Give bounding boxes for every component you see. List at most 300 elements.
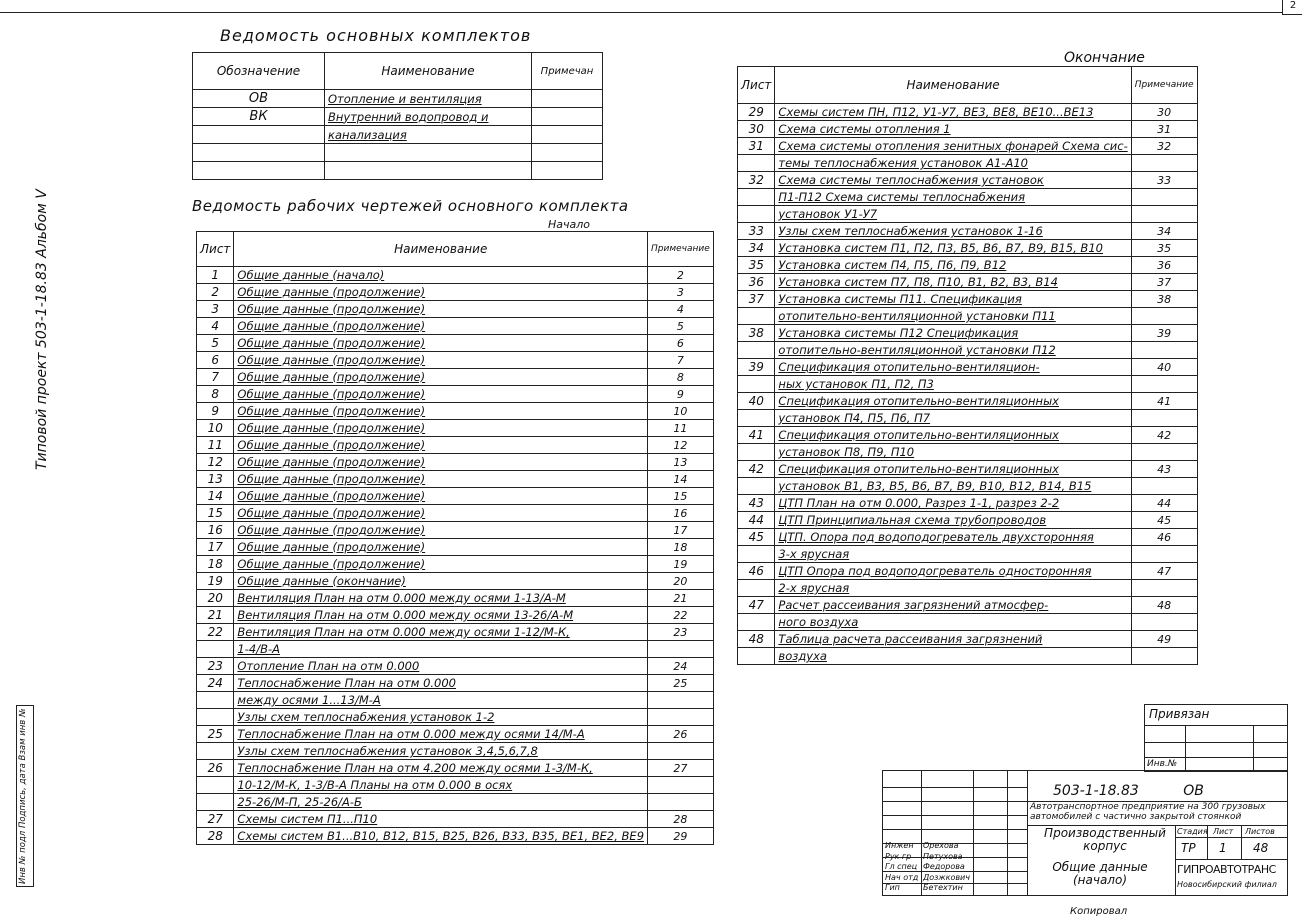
row-sheet-number: 16 — [197, 522, 234, 539]
row-remark: 24 — [648, 658, 714, 675]
table-row — [197, 369, 714, 386]
row-sheet-number: 21 — [197, 607, 234, 624]
row-sheet-number: 47 — [738, 597, 775, 614]
row-remark: 35 — [1131, 240, 1197, 257]
row-remark: 46 — [1131, 529, 1197, 546]
row-sheet-number: 33 — [738, 223, 775, 240]
row-sheet-number — [738, 614, 775, 631]
row-remark: 43 — [1131, 461, 1197, 478]
row-sheet-number: 14 — [197, 488, 234, 505]
row-remark — [648, 641, 714, 658]
table-row — [738, 410, 1198, 427]
row-sheet-number — [197, 709, 234, 726]
table-row — [197, 692, 714, 709]
table-row — [197, 488, 714, 505]
row-sheet-number: 31 — [738, 138, 775, 155]
row-sheet-number: 29 — [738, 104, 775, 121]
row-title: ЦТП. Опора под водоподогреватель двухсторонняя — [775, 529, 1131, 546]
continuation-table — [737, 66, 1198, 665]
signer-name: Бетехтин — [923, 883, 963, 892]
row-code — [193, 162, 325, 180]
row-sheet-number — [738, 648, 775, 665]
table-row — [738, 478, 1198, 495]
row-title: Спецификация отопительно-вентиляционных — [775, 427, 1131, 444]
sheet-title: Общие данные (начало) — [1052, 860, 1148, 887]
row-sheet-number: 27 — [197, 811, 234, 828]
row-title: Общие данные (продолжение) — [234, 318, 648, 335]
row-sheet-number: 43 — [738, 495, 775, 512]
row-remark: 27 — [648, 760, 714, 777]
row-title: Общие данные (продолжение) — [234, 369, 648, 386]
row-remark: 25 — [648, 675, 714, 692]
row-sheet-number: 10 — [197, 420, 234, 437]
row-title: Вентиляция План на отм 0.000 между осями 1-13/А-М — [234, 590, 648, 607]
table-row — [738, 325, 1198, 342]
row-sheet-number: 44 — [738, 512, 775, 529]
row-sheet-number: 30 — [738, 121, 775, 138]
row-title: 25-26/М-П, 25-26/А-Б — [234, 794, 648, 811]
row-title: Вентиляция План на отм 0.000 между осями 13-26/А-М — [234, 607, 648, 624]
row-remark: 9 — [648, 386, 714, 403]
row-title: установок У1-У7 — [775, 206, 1131, 223]
row-title: 2-х ярусная — [775, 580, 1131, 597]
table-row — [738, 291, 1198, 308]
col-note: Примечан — [532, 53, 603, 90]
row-title: Общие данные (продолжение) — [234, 420, 648, 437]
table-row — [738, 155, 1198, 172]
row-sheet-number: 25 — [197, 726, 234, 743]
row-code: ОВ — [193, 90, 325, 108]
table-row — [738, 461, 1198, 478]
row-title: Расчет рассеивания загрязнений атмосфер- — [775, 597, 1131, 614]
row-sheet-number — [738, 189, 775, 206]
row-title: ЦТП Принципиальная схема трубопроводов — [775, 512, 1131, 529]
table-row — [197, 726, 714, 743]
privyazan-inv: Инв.№ — [1147, 759, 1178, 769]
row-sheet-number — [738, 410, 775, 427]
document-code: 503-1-18.83 — [1053, 783, 1139, 799]
row-sheet-number: 26 — [197, 760, 234, 777]
row-title: Общие данные (продолжение) — [234, 539, 648, 556]
sheet-header: Лист — [1213, 827, 1234, 836]
col-code: Обозначение — [193, 53, 325, 90]
table-row — [738, 427, 1198, 444]
table-row — [197, 284, 714, 301]
row-title: Общие данные (продолжение) — [234, 301, 648, 318]
row-remark: 17 — [648, 522, 714, 539]
table-row — [738, 614, 1198, 631]
row-remark — [1131, 444, 1197, 461]
row-remark: 31 — [1131, 121, 1197, 138]
col-remark: Примечание — [648, 232, 714, 267]
row-title: Узлы схем теплоснабжения установок 1-2 — [234, 709, 648, 726]
table-row — [197, 352, 714, 369]
row-remark: 44 — [1131, 495, 1197, 512]
row-remark: 7 — [648, 352, 714, 369]
row-title: Таблица расчета рассеивания загрязнений — [775, 631, 1131, 648]
row-sheet-number — [197, 794, 234, 811]
table-row — [738, 563, 1198, 580]
signer-name: Дозжкович — [923, 872, 970, 882]
row-remark — [1131, 376, 1197, 393]
signer-name: Петухова — [923, 851, 963, 861]
table-row — [197, 454, 714, 471]
row-name: Отопление и вентиляция — [325, 90, 532, 108]
table-row — [197, 658, 714, 675]
row-title: Общие данные (продолжение) — [234, 352, 648, 369]
row-note — [532, 108, 603, 126]
table-row — [193, 126, 603, 144]
table-row — [197, 590, 714, 607]
project-name: Автотранспортное предприятие на 300 грузовых автомобилей с частично закрытой стоянкой — [1030, 802, 1266, 822]
table-row — [193, 162, 603, 180]
row-note — [532, 144, 603, 162]
table-row — [738, 257, 1198, 274]
row-remark: 23 — [648, 624, 714, 641]
signer-role: Гл спец — [885, 862, 918, 871]
row-sheet-number — [738, 342, 775, 359]
row-sheet-number: 42 — [738, 461, 775, 478]
row-title: темы теплоснабжения установок А1-А10 — [775, 155, 1131, 172]
row-remark: 38 — [1131, 291, 1197, 308]
row-title: воздуха — [775, 648, 1131, 665]
row-sheet-number: 15 — [197, 505, 234, 522]
table-row — [738, 393, 1198, 410]
row-title: Спецификация отопительно-вентиляционных — [775, 461, 1131, 478]
row-title: Общие данные (продолжение) — [234, 403, 648, 420]
table-row — [738, 308, 1198, 325]
table-row — [197, 386, 714, 403]
row-sheet-number: 11 — [197, 437, 234, 454]
row-remark: 39 — [1131, 325, 1197, 342]
signer-role: Нач отд — [885, 872, 919, 882]
row-remark: 11 — [648, 420, 714, 437]
row-title: Установка систем П1, П2, П3, В5, В6, В7, В9, В15, В10 — [775, 240, 1131, 257]
col-sheet: Лист — [197, 232, 234, 267]
row-remark — [1131, 189, 1197, 206]
row-title: Установка систем П7, П8, П10, В1, В2, В3, В14 — [775, 274, 1131, 291]
row-name: канализация — [325, 126, 532, 144]
row-title: Общие данные (продолжение) — [234, 437, 648, 454]
row-title: Общие данные (окончание) — [234, 573, 648, 590]
table-row — [197, 743, 714, 760]
table-row — [193, 108, 603, 126]
organization-name: ГИПРОАВТОТРАНС — [1177, 863, 1276, 876]
row-remark: 37 — [1131, 274, 1197, 291]
row-code — [193, 144, 325, 162]
row-sheet-number: 12 — [197, 454, 234, 471]
table-row — [197, 301, 714, 318]
table-row — [738, 342, 1198, 359]
row-sheet-number — [738, 580, 775, 597]
row-title: Теплоснабжение План на отм 4.200 между осями 1-3/М-К, — [234, 760, 648, 777]
table-row — [738, 240, 1198, 257]
row-remark: 22 — [648, 607, 714, 624]
table-row — [197, 420, 714, 437]
row-title: 3-х ярусная — [775, 546, 1131, 563]
row-note — [532, 126, 603, 144]
row-title: Установка системы П11. Спецификация — [775, 291, 1131, 308]
title-block — [882, 770, 1288, 896]
table-row — [738, 172, 1198, 189]
row-name — [325, 144, 532, 162]
row-title: Схема системы отопления зенитных фонарей Схема сис- — [775, 138, 1131, 155]
row-title: ЦТП Опора под водоподогреватель односторонняя — [775, 563, 1131, 580]
table-row — [197, 760, 714, 777]
row-title: Спецификация отопительно-вентиляцион- — [775, 359, 1131, 376]
row-title: Схемы систем ПН, П12, У1-У7, ВЕ3, ВЕ8, ВЕ10...ВЕ13 — [775, 104, 1131, 121]
row-sheet-number: 39 — [738, 359, 775, 376]
row-remark — [1131, 155, 1197, 172]
row-remark: 13 — [648, 454, 714, 471]
row-title: Общие данные (продолжение) — [234, 556, 648, 573]
branch-name: Новосибирский филиал — [1177, 880, 1277, 889]
row-remark: 48 — [1131, 597, 1197, 614]
table-row — [197, 437, 714, 454]
row-remark: 36 — [1131, 257, 1197, 274]
row-title: ЦТП План на отм 0.000, Разрез 1-1, разрез 2-2 — [775, 495, 1131, 512]
row-remark: 4 — [648, 301, 714, 318]
row-remark — [648, 692, 714, 709]
row-remark — [1131, 206, 1197, 223]
table-row — [197, 318, 714, 335]
row-code — [193, 126, 325, 144]
row-remark: 45 — [1131, 512, 1197, 529]
table-row — [197, 267, 714, 284]
row-remark — [648, 777, 714, 794]
table-row — [197, 607, 714, 624]
document-mark: ОВ — [1183, 783, 1204, 799]
row-remark — [1131, 614, 1197, 631]
table-row — [738, 223, 1198, 240]
row-remark: 34 — [1131, 223, 1197, 240]
table-row — [193, 144, 603, 162]
table-row — [738, 631, 1198, 648]
row-sheet-number — [197, 641, 234, 658]
table-row — [197, 709, 714, 726]
table-row — [197, 811, 714, 828]
row-title: Общие данные (продолжение) — [234, 488, 648, 505]
row-title: Узлы схем теплоснабжения установок 1-16 — [775, 223, 1131, 240]
row-sheet-number — [738, 546, 775, 563]
working-drawings-title: Ведомость рабочих чертежей основного комплекта — [192, 197, 629, 215]
row-sheet-number: 35 — [738, 257, 775, 274]
row-sheet-number: 36 — [738, 274, 775, 291]
object-name: Производственный корпус — [1044, 826, 1166, 853]
table-row — [738, 597, 1198, 614]
row-remark: 30 — [1131, 104, 1197, 121]
table-row — [197, 403, 714, 420]
row-sheet-number: 24 — [197, 675, 234, 692]
table-row — [197, 505, 714, 522]
row-note — [532, 90, 603, 108]
row-title: 1-4/В-А — [234, 641, 648, 658]
table-row — [738, 376, 1198, 393]
row-remark: 49 — [1131, 631, 1197, 648]
row-title: между осями 1...13/М-А — [234, 692, 648, 709]
row-title: Общие данные (продолжение) — [234, 505, 648, 522]
row-sheet-number: 5 — [197, 335, 234, 352]
row-title: Общие данные (продолжение) — [234, 386, 648, 403]
row-sheet-number: 45 — [738, 529, 775, 546]
copied-label: Копировал — [1070, 906, 1128, 917]
row-sheet-number — [738, 478, 775, 495]
row-sheet-number: 32 — [738, 172, 775, 189]
row-sheet-number: 20 — [197, 590, 234, 607]
privyazan-title: Привязан — [1149, 707, 1210, 721]
row-remark: 14 — [648, 471, 714, 488]
basic-sets-table — [192, 52, 603, 180]
row-remark — [648, 709, 714, 726]
row-remark: 3 — [648, 284, 714, 301]
row-sheet-number — [197, 692, 234, 709]
stage-value: ТР — [1181, 841, 1196, 855]
table-row — [193, 90, 603, 108]
row-remark — [1131, 648, 1197, 665]
row-sheet-number — [197, 777, 234, 794]
row-name — [325, 162, 532, 180]
row-remark: 15 — [648, 488, 714, 505]
row-sheet-number: 28 — [197, 828, 234, 845]
row-sheet-number: 38 — [738, 325, 775, 342]
row-sheet-number: 6 — [197, 352, 234, 369]
row-remark: 16 — [648, 505, 714, 522]
signer-role: Инжен — [885, 841, 914, 850]
row-sheet-number — [738, 206, 775, 223]
stage-header: Стадия — [1177, 827, 1208, 836]
row-remark — [1131, 410, 1197, 427]
row-remark: 18 — [648, 539, 714, 556]
table-row — [738, 529, 1198, 546]
row-sheet-number — [197, 743, 234, 760]
signer-role: Гип — [885, 883, 900, 892]
row-sheet-number: 9 — [197, 403, 234, 420]
col-remark: Примечание — [1131, 67, 1197, 104]
row-sheet-number: 2 — [197, 284, 234, 301]
row-remark: 12 — [648, 437, 714, 454]
row-title: Схема системы теплоснабжения установок — [775, 172, 1131, 189]
sheets-value: 48 — [1253, 841, 1269, 855]
signer-name: Федорова — [923, 862, 965, 871]
row-remark: 6 — [648, 335, 714, 352]
row-title: Схемы систем П1...П10 — [234, 811, 648, 828]
row-sheet-number — [738, 308, 775, 325]
signer-role: Рук гр — [885, 851, 912, 861]
row-sheet-number: 34 — [738, 240, 775, 257]
frame-top-line — [0, 12, 1282, 13]
row-title: ного воздуха — [775, 614, 1131, 631]
album-side-label: Типовой проект 503-1-18.83 Альбом V — [34, 189, 50, 470]
row-remark: 42 — [1131, 427, 1197, 444]
row-title: Теплоснабжение План на отм 0.000 — [234, 675, 648, 692]
sheet-value: 1 — [1219, 841, 1227, 855]
row-note — [532, 162, 603, 180]
row-title: ных установок П1, П2, П3 — [775, 376, 1131, 393]
table-row — [738, 274, 1198, 291]
table-row — [738, 121, 1198, 138]
row-title: Общие данные (продолжение) — [234, 522, 648, 539]
row-remark: 20 — [648, 573, 714, 590]
row-remark: 19 — [648, 556, 714, 573]
row-sheet-number — [738, 155, 775, 172]
row-sheet-number: 7 — [197, 369, 234, 386]
table-row — [197, 539, 714, 556]
col-title: Наименование — [234, 232, 648, 267]
col-sheet: Лист — [738, 67, 775, 104]
privyazan-box — [1144, 704, 1288, 772]
table-row — [197, 777, 714, 794]
table-row — [197, 675, 714, 692]
row-title: Общие данные (продолжение) — [234, 471, 648, 488]
table-row — [738, 189, 1198, 206]
row-sheet-number: 1 — [197, 267, 234, 284]
row-remark — [1131, 308, 1197, 325]
row-sheet-number: 48 — [738, 631, 775, 648]
row-sheet-number: 40 — [738, 393, 775, 410]
row-remark: 32 — [1131, 138, 1197, 155]
table-row — [197, 573, 714, 590]
row-sheet-number: 41 — [738, 427, 775, 444]
row-remark: 41 — [1131, 393, 1197, 410]
row-remark: 26 — [648, 726, 714, 743]
row-sheet-number — [738, 376, 775, 393]
row-remark — [1131, 478, 1197, 495]
row-title: Схемы систем В1...В10, В12, В15, В25, В26, В33, В35, ВЕ1, ВЕ2, ВЕ9 — [234, 828, 648, 845]
table-row — [738, 648, 1198, 665]
table-row — [197, 641, 714, 658]
table-row — [738, 512, 1198, 529]
row-title: установок П4, П5, П6, П7 — [775, 410, 1131, 427]
row-title: Спецификация отопительно-вентиляционных — [775, 393, 1131, 410]
row-name: Внутренний водопровод и — [325, 108, 532, 126]
row-sheet-number: 3 — [197, 301, 234, 318]
continuation-title: Окончание — [1064, 50, 1145, 66]
signer-name: Орехова — [923, 841, 959, 850]
row-remark: 5 — [648, 318, 714, 335]
col-name: Наименование — [325, 53, 532, 90]
row-remark: 47 — [1131, 563, 1197, 580]
row-sheet-number: 18 — [197, 556, 234, 573]
row-sheet-number: 4 — [197, 318, 234, 335]
row-title: Общие данные (начало) — [234, 267, 648, 284]
row-title: установок В1, В3, В5, В6, В7, В9, В10, В12, В14, В15 — [775, 478, 1131, 495]
stamp-code — [1053, 783, 1204, 799]
row-sheet-number: 46 — [738, 563, 775, 580]
row-title: Установка системы П12 Спецификация — [775, 325, 1131, 342]
row-title: Общие данные (продолжение) — [234, 454, 648, 471]
row-code: ВК — [193, 108, 325, 126]
row-remark: 28 — [648, 811, 714, 828]
row-title: Установка систем П4, П5, П6, П9, В12 — [775, 257, 1131, 274]
working-drawings-table — [196, 231, 714, 845]
row-title: отопительно-вентиляционной установки П12 — [775, 342, 1131, 359]
row-remark — [648, 794, 714, 811]
row-sheet-number — [738, 444, 775, 461]
row-remark: 40 — [1131, 359, 1197, 376]
start-label: Начало — [548, 218, 591, 231]
basic-sets-title: Ведомость основных комплектов — [220, 26, 532, 45]
inv-side-label: Инв № подл Подпись, дата Взам инв № — [18, 708, 28, 884]
table-row — [197, 522, 714, 539]
table-row — [738, 138, 1198, 155]
row-remark: 8 — [648, 369, 714, 386]
row-remark: 10 — [648, 403, 714, 420]
row-title: 10-12/М-К, 1-3/В-А Планы на отм 0.000 в осях — [234, 777, 648, 794]
row-sheet-number: 8 — [197, 386, 234, 403]
row-sheet-number: 23 — [197, 658, 234, 675]
sheets-header: Листов — [1245, 827, 1275, 836]
table-row — [738, 104, 1198, 121]
